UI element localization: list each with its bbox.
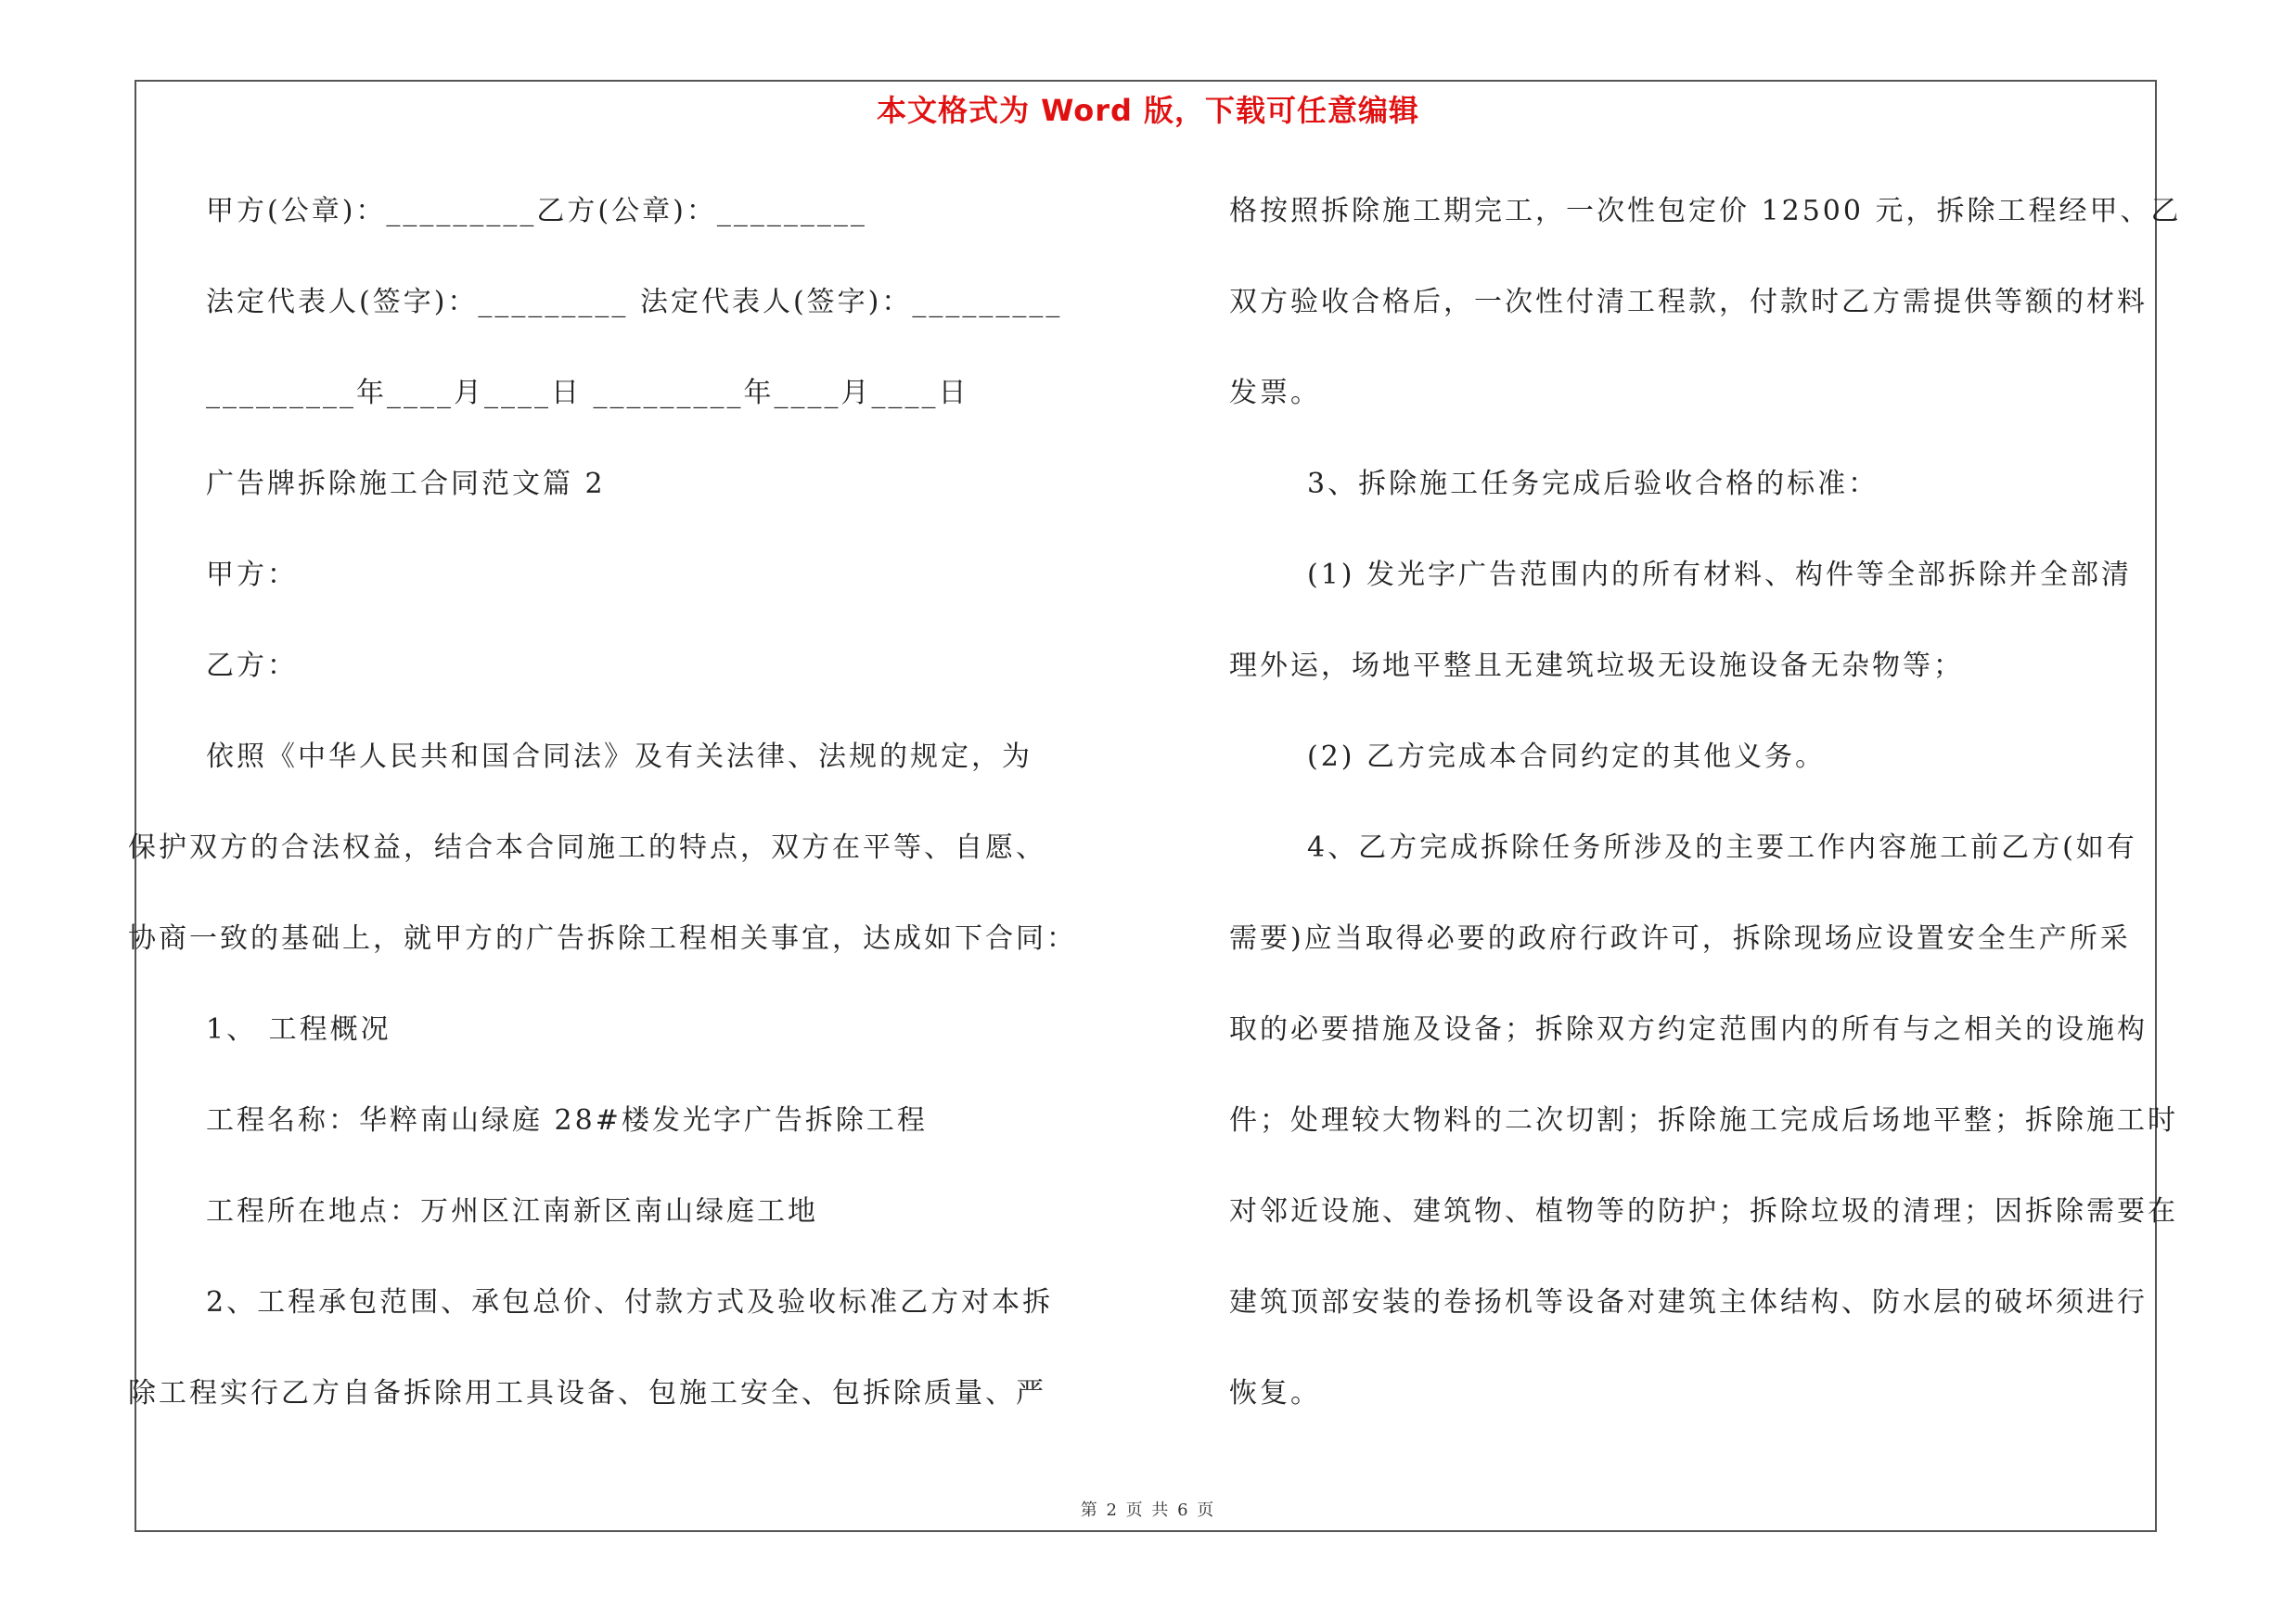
project-location: 工程所在地点：万州区江南新区南山绿庭工地 (206, 1195, 818, 1228)
paragraph-line: 取的必要措施及设备；拆除双方约定范围内的所有与之相关的设施构 (1229, 1013, 2148, 1046)
paragraph-line: 双方验收合格后，一次性付清工程款，付款时乙方需提供等额的材料 (1229, 286, 2148, 318)
format-banner: 本文格式为 Word 版，下载可任意编辑 (876, 93, 1420, 128)
paragraph-line: 理外运，场地平整且无建筑垃圾无设施设备无杂物等； (1229, 650, 1964, 682)
project-name: 工程名称：华粹南山绿庭 28#楼发光字广告拆除工程 (206, 1104, 928, 1137)
paragraph-line: 除工程实行乙方自备拆除用工具设备、包施工安全、包拆除质量、严 (128, 1377, 1046, 1410)
paragraph-line: 件；处理较大物料的二次切割；拆除施工完成后场地平整；拆除施工时 (1229, 1104, 2178, 1137)
paragraph-line: 恢复。 (1229, 1377, 1321, 1410)
party-a: 甲方： (206, 559, 298, 591)
left-column (128, 187, 1134, 1461)
paragraph-line: 建筑顶部安装的卷扬机等设备对建筑主体结构、防水层的破坏须进行 (1229, 1286, 2148, 1319)
clause-heading: 4、乙方完成拆除任务所涉及的主要工作内容施工前乙方(如有 (1307, 831, 2137, 864)
signature-line-seal: 甲方(公章)：_________乙方(公章)：_________ (206, 195, 867, 227)
paragraph-line: 保护双方的合法权益，结合本合同施工的特点，双方在平等、自愿、 (128, 831, 1046, 864)
page-number: 第 2 页 共 6 页 (1080, 1501, 1216, 1520)
section-heading: 广告牌拆除施工合同范文篇 2 (206, 468, 606, 500)
paragraph-line: 格按照拆除施工期完工，一次性包定价 12500 元，拆除工程经甲、乙 (1229, 195, 2182, 227)
paragraph-line: 依照《中华人民共和国合同法》及有关法律、法规的规定，为 (206, 741, 1033, 773)
paragraph-line: 协商一致的基础上，就甲方的广告拆除工程相关事宜，达成如下合同： (128, 922, 1077, 955)
paragraph-line: (2) 乙方完成本合同约定的其他义务。 (1307, 741, 1827, 773)
paragraph-line: 对邻近设施、建筑物、植物等的防护；拆除垃圾的清理；因拆除需要在 (1229, 1195, 2178, 1228)
paragraph-line: 2、工程承包范围、承包总价、付款方式及验收标准乙方对本拆 (206, 1286, 1054, 1319)
paragraph-line: (1) 发光字广告范围内的所有材料、构件等全部拆除并全部清 (1307, 559, 2133, 591)
right-column (1229, 187, 2182, 1461)
signature-line-date: _________年____月____日 _________年____月____日 (206, 377, 969, 409)
signature-line-representative: 法定代表人(签字)：_________ 法定代表人(签字)：_________ (206, 286, 1063, 318)
clause-heading: 1、 工程概况 (206, 1013, 391, 1046)
paragraph-line: 发票。 (1229, 377, 1321, 409)
paragraph-line: 需要)应当取得必要的政府行政许可，拆除现场应设置安全生产所采 (1229, 922, 2131, 955)
party-b: 乙方： (206, 650, 298, 682)
clause-heading: 3、拆除施工任务完成后验收合格的标准： (1307, 468, 1879, 500)
